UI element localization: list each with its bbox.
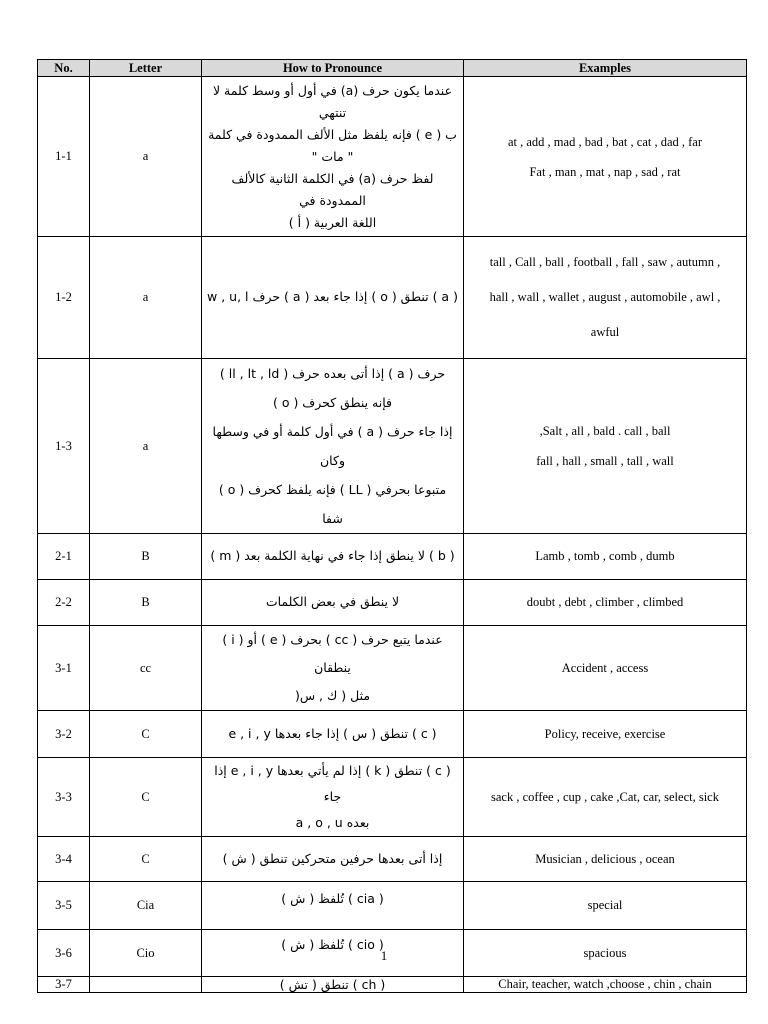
- table-row: [38, 758, 747, 837]
- pronunciation-table: [37, 59, 747, 993]
- rule-line: ( cia ) تُلفظ ( ش ): [281, 891, 384, 906]
- pronunciation-rule: [202, 237, 464, 359]
- row-number: 1-2: [38, 237, 90, 359]
- row-number: 1-3: [38, 359, 90, 534]
- example-line: Policy, receive, exercise: [544, 726, 666, 741]
- row-letter: [90, 977, 202, 993]
- row-number: 3-7: [38, 977, 90, 993]
- example-line: ,Salt , all , bald . call , ball: [539, 424, 671, 438]
- example-line: Chair, teacher, watch ,choose , chin , chain: [498, 976, 712, 991]
- row-number: 1-1: [38, 77, 90, 237]
- table-row: [38, 534, 747, 580]
- examples-cell: [464, 882, 747, 930]
- rule-line: ( a ) تنطق ( o ) إذا جاء بعد ( a ) حرف w , u, l: [207, 289, 458, 305]
- rule-line: إذا أتى بعدها حرفين متحركين تنطق ( ش ): [222, 850, 443, 866]
- rule-line: ( b ) لا ينطق إذا جاء في نهاية الكلمة بعد ( m ): [210, 548, 455, 564]
- rule-line: ( c ) تنطق ( k ) إذا لم يأتي بعدها e , i , y إذا جاء: [214, 763, 451, 804]
- row-letter: a: [90, 77, 202, 237]
- page-number: 1: [380, 949, 388, 963]
- rule-line: لا ينطق في بعض الكلمات: [265, 594, 400, 610]
- examples-cell: [464, 580, 747, 626]
- row-letter: Cio: [90, 930, 202, 977]
- header-row: [38, 60, 747, 77]
- example-line: tall , Call , ball , football , fall , saw , autumn ,: [489, 255, 721, 269]
- row-number: 3-2: [38, 711, 90, 758]
- example-line: awful: [590, 325, 620, 339]
- examples-cell: [464, 77, 747, 237]
- table-row: [38, 626, 747, 711]
- rule-line: عندما يتبع حرف ( cc ) بحرف ( e ) أو ( i ) ينطقان: [222, 632, 443, 675]
- rule-line: ب ( e ) فإنه يلفظ مثل الألف الممدودة في كلمة " مات ": [208, 126, 457, 164]
- table-row: [38, 359, 747, 534]
- table-row: [38, 237, 747, 359]
- pronunciation-rule: [202, 882, 464, 930]
- rule-line: ( cio ) تُلفظ ( ش ): [281, 937, 384, 952]
- pronunciation-rule: [202, 626, 464, 711]
- row-number: 3-3: [38, 758, 90, 837]
- pronunciation-rule: [202, 534, 464, 580]
- pronunciation-rule: [202, 580, 464, 626]
- rule-line: بعده a , o , u: [295, 815, 370, 830]
- pronunciation-rule: [202, 711, 464, 758]
- header-letter: Letter: [90, 60, 202, 77]
- pronunciation-rule: [202, 77, 464, 237]
- examples-cell: [464, 758, 747, 837]
- rule-line: مثل ( ك , س(: [294, 688, 371, 703]
- row-letter: C: [90, 758, 202, 837]
- row-letter: C: [90, 837, 202, 882]
- examples-cell: [464, 534, 747, 580]
- examples-cell: [464, 837, 747, 882]
- rule-line: متبوعا بحرفي ( LL ) فإنه يلفظ كحرف ( o ) شفا: [218, 482, 447, 526]
- example-line: doubt , debt , climber , climbed: [526, 595, 684, 609]
- row-letter: a: [90, 237, 202, 359]
- header-examples: Examples: [464, 60, 747, 77]
- row-letter: a: [90, 359, 202, 534]
- examples-cell: [464, 977, 747, 993]
- example-line: Fat , man , mat , nap , sad , rat: [529, 164, 681, 179]
- row-number: 3-6: [38, 930, 90, 977]
- row-number: 3-1: [38, 626, 90, 711]
- row-letter: Cia: [90, 882, 202, 930]
- pronunciation-rule: [202, 359, 464, 534]
- examples-cell: [464, 237, 747, 359]
- row-letter: cc: [90, 626, 202, 711]
- row-letter: C: [90, 711, 202, 758]
- example-line: hall , wall , wallet , august , automobile , awl ,: [489, 290, 721, 304]
- examples-cell: [464, 359, 747, 534]
- row-letter: B: [90, 580, 202, 626]
- rule-line: فإنه ينطق كحرف ( o ): [272, 395, 393, 410]
- rule-line: لفظ حرف (a) في الكلمة الثانية كالألف الممدودة في: [231, 170, 434, 208]
- example-line: Accident , access: [561, 660, 649, 675]
- example-line: Musician , delicious , ocean: [535, 851, 675, 866]
- pronunciation-rule: [202, 758, 464, 837]
- table-row: [38, 977, 747, 993]
- row-number: 2-2: [38, 580, 90, 626]
- table-row: [38, 837, 747, 882]
- rule-line: حرف ( a ) إذا أتى بعده حرف ( ll , lt , ld ): [219, 366, 446, 381]
- rule-line: ( c ) تنطق ( س ) إذا جاء بعدها e , i , y: [228, 725, 437, 741]
- row-number: 2-1: [38, 534, 90, 580]
- pronunciation-rule: [202, 837, 464, 882]
- table-row: [38, 77, 747, 237]
- table-row: [38, 882, 747, 930]
- example-line: special: [587, 898, 623, 912]
- table-row: [38, 580, 747, 626]
- pronunciation-rule: [202, 977, 464, 993]
- examples-cell: [464, 711, 747, 758]
- rule-line: عندما يكون حرف (a) في أول أو وسط كلمة لا تنتهي: [212, 82, 453, 120]
- header-no: No.: [38, 60, 90, 77]
- row-number: 3-4: [38, 837, 90, 882]
- row-letter: B: [90, 534, 202, 580]
- rule-line: إذا جاء حرف ( a ) في أول كلمة أو في وسطها وكان: [212, 424, 453, 468]
- rule-line: اللغة العربية ( أ ): [288, 214, 377, 230]
- example-line: spacious: [583, 945, 627, 960]
- examples-cell: [464, 626, 747, 711]
- example-line: fall , hall , small , tall , wall: [536, 454, 674, 468]
- example-line: at , add , mad , bad , bat , cat , dad , far: [507, 134, 703, 149]
- row-number: 3-5: [38, 882, 90, 930]
- example-line: sack , coffee , cup , cake ,Cat, car, select, sick: [491, 789, 719, 804]
- table-row: [38, 711, 747, 758]
- header-how-to-pronounce: How to Pronounce: [202, 60, 464, 77]
- rule-line: ( ch ) تنطق ( تش ): [279, 977, 386, 992]
- example-line: Lamb , tomb , comb , dumb: [535, 549, 675, 563]
